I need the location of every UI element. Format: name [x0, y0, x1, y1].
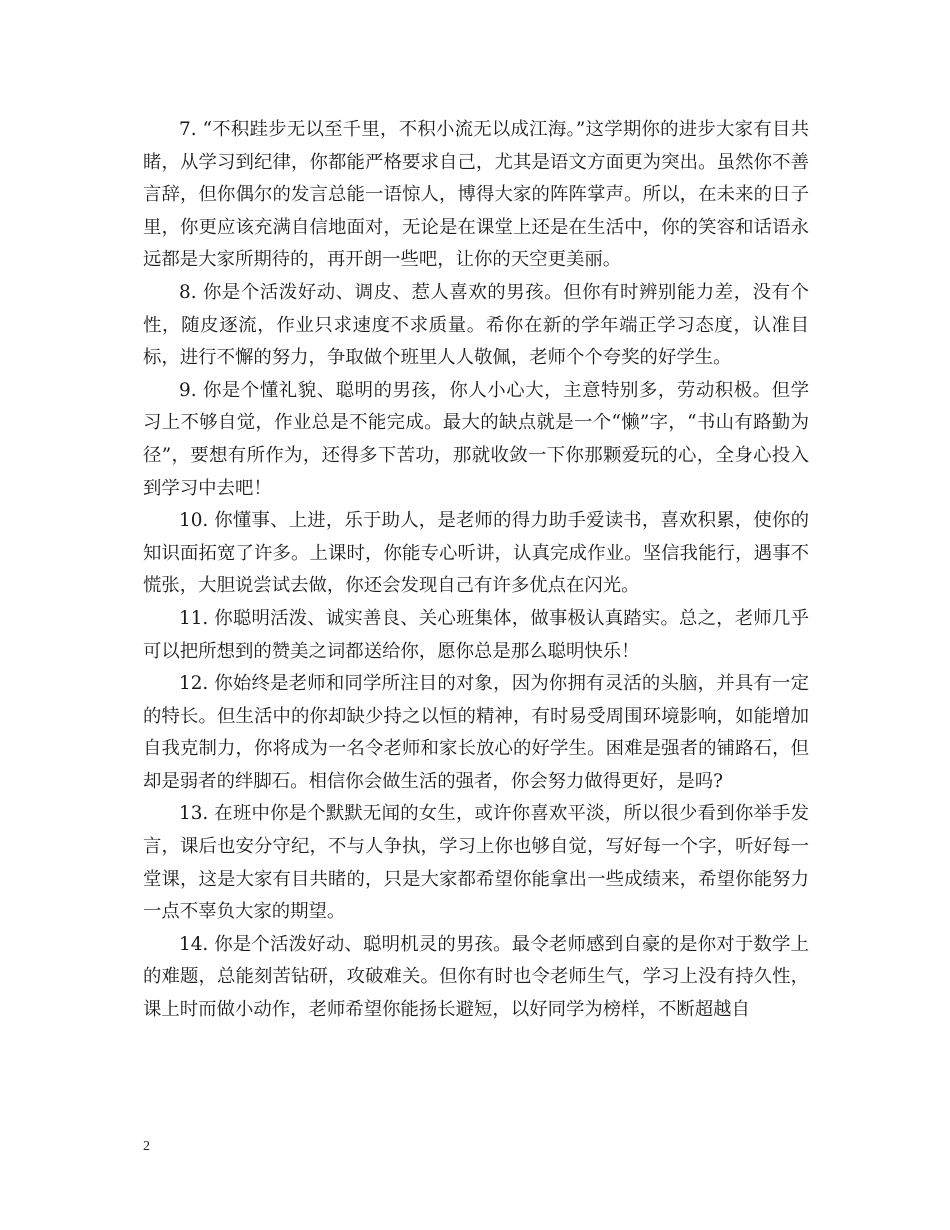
paragraph-11: 11. 你聪明活泼、诚实善良、关心班集体，做事极认真踏实。总之，老师几乎可以把所想到的赞美之词都送给你，愿你总是那么聪明快乐！	[143, 607, 809, 662]
page-number: 2	[143, 1139, 150, 1154]
paragraph-7: 7. “不积跬步无以至千里，不积小流无以成江海。”这学期你的进步大家有目共睹，从学习到纪律，你都能严格要求自己，尤其是语文方面更为突出。虽然你不善言辞，但你偶尔的发言总能一语惊人，博得大家的阵阵掌声。所以，在未来的日子里，你更应该充满自信地面对，无论是在课堂上还是在生活中，你的笑容和话语永远都是大家所期待的，再开朗一些吧，让你的天空更美丽。	[143, 119, 809, 271]
paragraph-13: 13. 在班中你是个默默无闻的女生，或许你喜欢平淡，所以很少看到你举手发言，课后也安分守纪，不与人争执，学习上你也够自觉，写好每一个字，听好每一堂课，这是大家有目共睹的，只是大家都希望你能拿出一些成绩来，希望你能努力一点不辜负大家的期望。	[143, 803, 809, 923]
paragraph-8: 8. 你是个活泼好动、调皮、惹人喜欢的男孩。但你有时辨别能力差，没有个性，随皮逐流，作业只求速度不求质量。希你在新的学年端正学习态度，认准目标，进行不懈的努力，争取做个班里人人敬佩，老师个个夸奖的好学生。	[143, 281, 809, 369]
page-content	[143, 114, 809, 1027]
paragraph-9: 9. 你是个懂礼貌、聪明的男孩，你人小心大，主意特别多，劳动积极。但学习上不够自觉，作业总是不能完成。最大的缺点就是一个“懒”字，“书山有路勤为径”，要想有所作为，还得多下苦功，那就收敛一下你那颗爱玩的心，全身心投入到学习中去吧！	[143, 379, 809, 499]
paragraph-14: 14. 你是个活泼好动、聪明机灵的男孩。最令老师感到自豪的是你对于数学上的难题，总能刻苦钻研，攻破难关。但你有时也令老师生气，学习上没有持久性，课上时而做小动作，老师希望你能扬长避短，以好同学为榜样，不断超越自	[143, 933, 809, 1021]
paragraph-12: 12. 你始终是老师和同学所注目的对象，因为你拥有灵活的头脑，并具有一定的特长。但生活中的你却缺少持之以恒的精神，有时易受周围环境影响，如能增加自我克制力，你将成为一名令老师和家长放心的好学生。困难是强者的铺路石，但却是弱者的绊脚石。相信你会做生活的强者，你会努力做得更好，是吗?	[143, 673, 809, 792]
paragraph-10: 10. 你懂事、上进，乐于助人，是老师的得力助手爱读书，喜欢积累，使你的知识面拓宽了许多。上课时，你能专心听讲，认真完成作业。坚信我能行，遇事不慌张，大胆说尝试去做，你还会发现自己有许多优点在闪光。	[143, 510, 809, 597]
